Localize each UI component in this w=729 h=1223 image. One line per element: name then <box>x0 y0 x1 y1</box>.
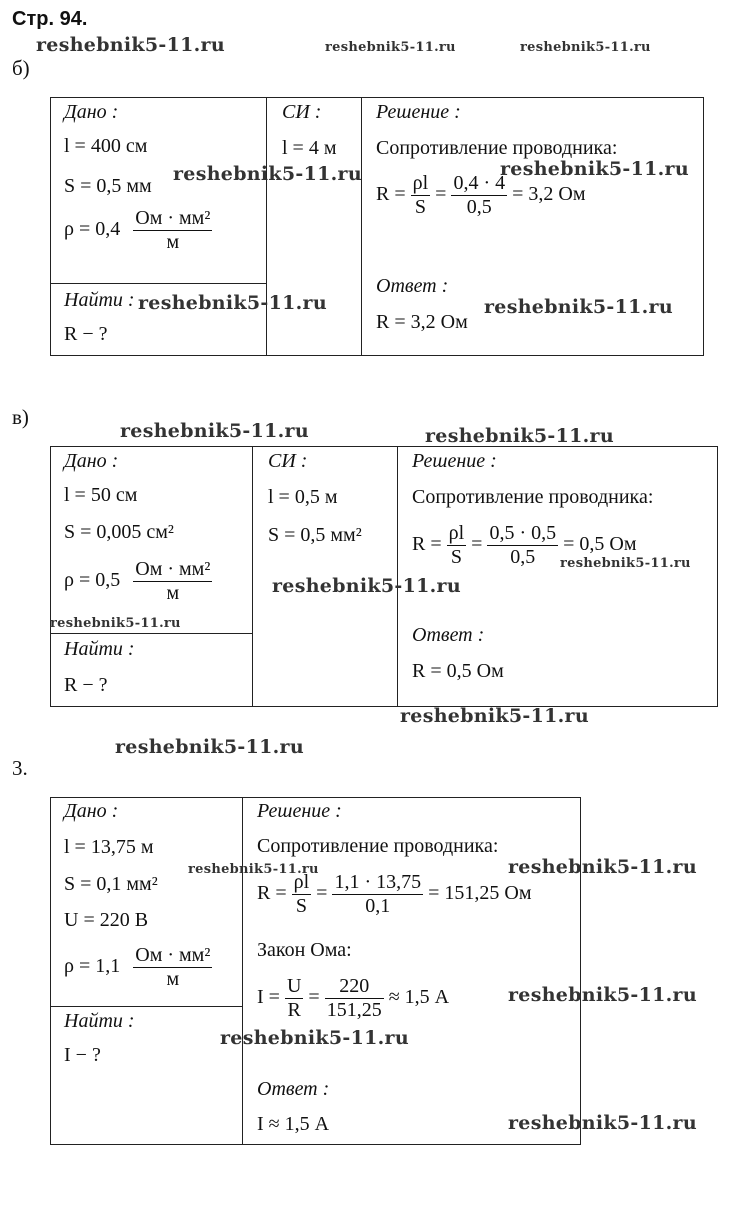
find-value: R − ? <box>64 323 108 345</box>
given-area: S = 0,5 мм <box>64 175 152 197</box>
table-divider <box>266 97 267 355</box>
answer-title: Ответ : <box>257 1078 330 1100</box>
table-divider <box>242 797 243 1144</box>
watermark: reshebnik5-11.ru <box>325 40 456 55</box>
watermark: reshebnik5-11.ru <box>484 296 673 318</box>
answer-title: Ответ : <box>412 624 485 646</box>
si-title: СИ : <box>268 450 308 472</box>
table-divider <box>50 283 267 284</box>
table-divider <box>252 446 253 706</box>
table-divider <box>50 633 253 634</box>
section-label-b: б) <box>12 56 30 80</box>
watermark: reshebnik5-11.ru <box>138 292 327 314</box>
resistance-formula: R = $\frac{\rho l}{S}$ = $\frac{0,4 \cdot 4}{0,5}$ = 3,2 Ом <box>376 172 586 218</box>
section-label-3: 3. <box>12 756 28 780</box>
answer-title: Ответ : <box>376 275 449 297</box>
find-value: I − ? <box>64 1044 101 1066</box>
watermark: reshebnik5-11.ru <box>520 40 651 55</box>
solution-title: Решение : <box>257 800 342 822</box>
watermark: reshebnik5-11.ru <box>173 163 362 185</box>
watermark: reshebnik5-11.ru <box>560 556 691 571</box>
watermark: reshebnik5-11.ru <box>115 736 304 758</box>
si-area: S = 0,5 мм² <box>268 524 362 546</box>
given-area: S = 0,005 см² <box>64 521 174 543</box>
resistance-formula: R = $\frac{\rho l}{S}$ = $\frac{1,1 \cdot 13,75}{0,1}$ = 151,25 Ом <box>257 871 532 917</box>
watermark: reshebnik5-11.ru <box>220 1027 409 1049</box>
find-title: Найти : <box>64 289 135 311</box>
given-length: l = 400 см <box>64 135 148 157</box>
given-title: Дано : <box>64 450 119 472</box>
watermark: reshebnik5-11.ru <box>188 862 319 877</box>
watermark: reshebnik5-11.ru <box>508 984 697 1006</box>
watermark: reshebnik5-11.ru <box>425 425 614 447</box>
watermark: reshebnik5-11.ru <box>508 1112 697 1134</box>
solution-text: Сопротивление проводника: <box>376 137 618 159</box>
watermark: reshebnik5-11.ru <box>272 575 461 597</box>
given-title: Дано : <box>64 101 119 123</box>
si-length: l = 0,5 м <box>268 486 338 508</box>
given-resistivity: ρ = 0,5 $\frac{\text{Ом · мм²}}{м}$ <box>64 558 211 604</box>
si-title: СИ : <box>282 101 322 123</box>
ohm-law-title: Закон Ома: <box>257 939 352 961</box>
given-voltage: U = 220 В <box>64 909 149 931</box>
find-title: Найти : <box>64 1010 135 1032</box>
watermark: reshebnik5-11.ru <box>120 420 309 442</box>
given-resistivity: ρ = 0,4 $\frac{\text{Ом · мм²}}{м}$ <box>64 207 211 253</box>
watermark: reshebnik5-11.ru <box>508 856 697 878</box>
given-length: l = 13,75 м <box>64 836 154 858</box>
watermark: reshebnik5-11.ru <box>500 158 689 180</box>
solution-title: Решение : <box>376 101 461 123</box>
table-divider <box>361 97 362 355</box>
solution-text: Сопротивление проводника: <box>257 835 499 857</box>
watermark: reshebnik5-11.ru <box>400 705 589 727</box>
given-length: l = 50 см <box>64 484 138 506</box>
find-value: R − ? <box>64 674 108 696</box>
page-header: Стр. 94. <box>12 8 88 30</box>
answer-value: I ≈ 1,5 А <box>257 1113 330 1135</box>
answer-value: R = 3,2 Ом <box>376 311 468 333</box>
section-label-v: в) <box>12 405 29 429</box>
find-title: Найти : <box>64 638 135 660</box>
watermark: reshebnik5-11.ru <box>50 616 181 631</box>
solution-title: Решение : <box>412 450 497 472</box>
given-area: S = 0,1 мм² <box>64 873 158 895</box>
given-resistivity: ρ = 1,1 $\frac{\text{Ом · мм²}}{м}$ <box>64 944 211 990</box>
given-title: Дано : <box>64 800 119 822</box>
si-length: l = 4 м <box>282 137 337 159</box>
table-divider <box>50 1006 243 1007</box>
watermark: reshebnik5-11.ru <box>36 34 225 56</box>
resistance-formula: R = $\frac{\rho l}{S}$ = $\frac{0,5 \cdot 0,5}{0,5}$ = 0,5 Ом <box>412 522 637 568</box>
answer-value: R = 0,5 Ом <box>412 660 504 682</box>
ohm-law-formula: I = $\frac{U}{R}$ = $\frac{220}{151,25}$ ≈ 1,5 А <box>257 975 450 1021</box>
solution-text: Сопротивление проводника: <box>412 486 654 508</box>
